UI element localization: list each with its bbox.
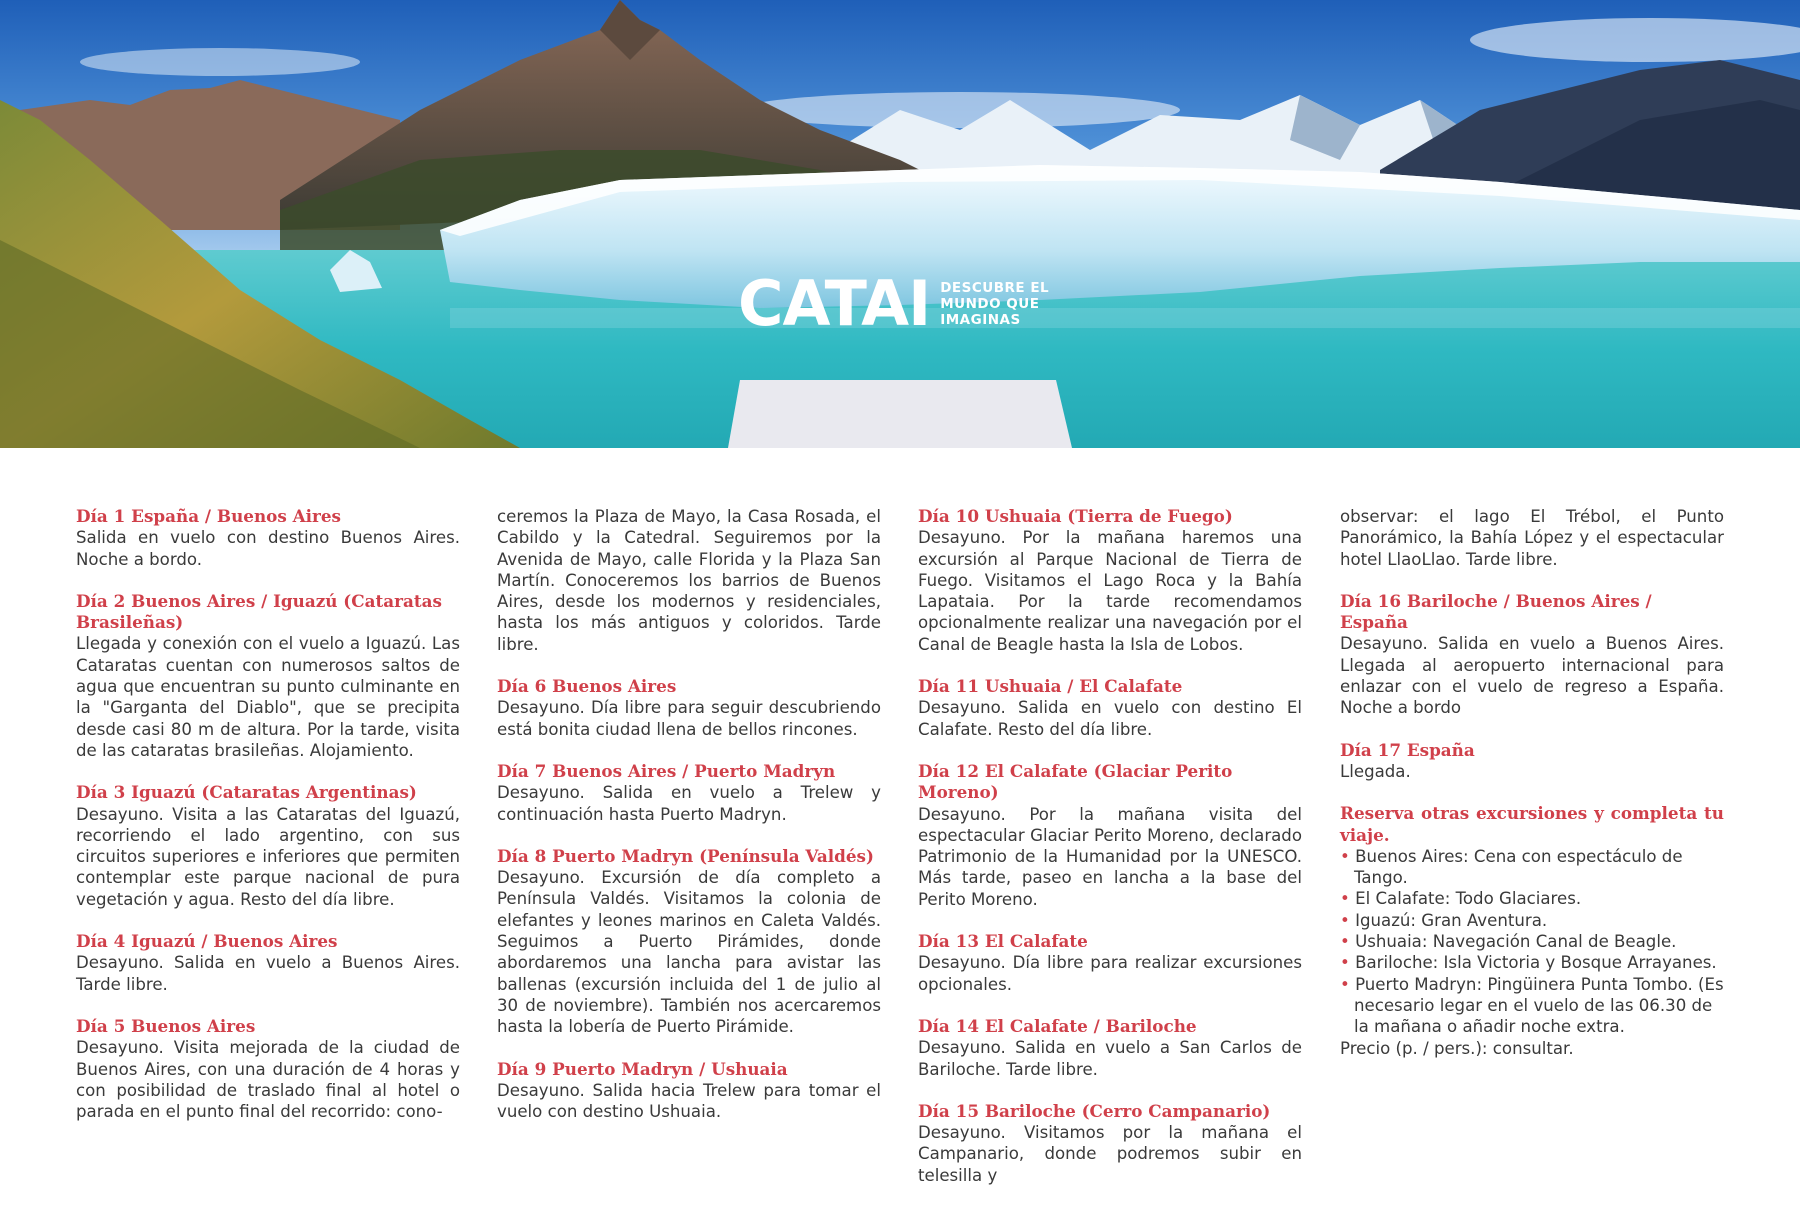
extras-item xyxy=(1340,952,1724,973)
day-description: Llegada y conexión con el vuelo a Iguazú. Las Cataratas cuentan con numerosos saltos de agua que encuentran su punto culminante en la "Garganta del Diablo", que se precipita desde casi 80 m de altura. Por la tarde, visita de las cataratas brasileñas. Alojamiento. xyxy=(76,634,460,760)
day-description: Desayuno. Por la mañana visita del espectacular Glaciar Perito Moreno, declarado Patrimonio de la Humanidad por la UNESCO. Más tarde, paseo en lancha a la base del Perito Moreno. xyxy=(918,804,1302,909)
bullet-icon: • xyxy=(1340,889,1350,909)
day-title: Día 11 Ushuaia / El Calafate xyxy=(918,676,1183,697)
day-description: Desayuno. Visita mejorada de la ciudad de Buenos Aires, con una duración de 4 horas y con posibilidad de traslado final al hotel o parada en el punto final del recorrido: cono- xyxy=(76,1038,460,1122)
extras-item xyxy=(1340,846,1724,889)
day-description: Desayuno. Día libre para seguir descubriendo está bonita ciudad llena de bellos rincones. xyxy=(497,698,881,739)
extras-item-text: El Calafate: Todo Glaciares. xyxy=(1355,889,1582,909)
day-title: Día 4 Iguazú / Buenos Aires xyxy=(76,931,338,952)
day-description: Desayuno. Por la mañana haremos una excursión al Parque Nacional de Tierra de Fuego. Visitamos el Lago Roca y la Bahía Lapataia. Por la tarde recomendamos opcionalmente realizar una navegación por el Canal de Beagle hasta la Isla de Lobos. xyxy=(918,528,1302,654)
extras-item xyxy=(1340,888,1724,909)
day-title: Día 16 Bariloche / Buenos Aires / España xyxy=(1340,590,1652,633)
day-description: Desayuno. Visitamos por la mañana el Campanario, donde podremos subir en telesilla y xyxy=(918,1123,1302,1185)
day-description: Desayuno. Salida en vuelo a Buenos Aires. Llegada al aeropuerto internacional para enlazar con el vuelo de regreso a España. Noche a bordo xyxy=(1340,634,1724,718)
day-title: Día 15 Bariloche (Cerro Campanario) xyxy=(918,1100,1271,1121)
itinerary-column-4 xyxy=(1340,506,1724,1059)
day-entry xyxy=(76,931,460,995)
bullet-icon: • xyxy=(1340,910,1350,930)
extras-section xyxy=(1340,803,1724,1059)
extras-item xyxy=(1340,910,1724,931)
logo-tagline-line: IMAGINAS xyxy=(940,312,1021,328)
logo-wordmark: CATAI xyxy=(738,267,931,340)
extras-list xyxy=(1340,846,1724,1038)
day-title: Día 8 Puerto Madryn (Península Valdés) xyxy=(497,845,874,866)
cloud xyxy=(80,48,360,76)
extras-item-text: Iguazú: Gran Aventura. xyxy=(1355,910,1548,930)
logo-tagline-line: MUNDO QUE xyxy=(940,296,1040,312)
day-description: Desayuno. Salida en vuelo a Buenos Aires. Tarde libre. xyxy=(76,953,460,994)
day-title: Día 3 Iguazú (Cataratas Argentinas) xyxy=(76,782,417,803)
day-entry xyxy=(1340,740,1724,783)
bullet-icon: • xyxy=(1340,932,1350,952)
day-continuation xyxy=(1340,506,1724,570)
day-description: Salida en vuelo con destino Buenos Aires. Noche a bordo. xyxy=(76,528,460,569)
day-description: Desayuno. Día libre para realizar excursiones opcionales. xyxy=(918,953,1302,994)
day-entry xyxy=(1340,591,1724,719)
day-entry xyxy=(918,931,1302,995)
day-title: Día 7 Buenos Aires / Puerto Madryn xyxy=(497,760,836,781)
glacier-landscape-illustration xyxy=(0,0,1800,448)
day-entry xyxy=(76,1016,460,1122)
day-entry xyxy=(497,1059,881,1123)
day-title: Día 12 El Calafate (Glaciar Perito Moreno) xyxy=(918,760,1233,803)
day-description: Desayuno. Excursión de día completo a Península Valdés. Visitamos la colonia de elefantes y leones marinos en Caleta Valdés. Seguimos a Puerto Pirámides, donde abordaremos una lancha para avistar las ballenas (excursión incluida del 1 de julio al 30 de noviembre). También nos acercaremos hasta la lobería de Puerto Pirámide. xyxy=(497,868,881,1037)
day-continuation xyxy=(497,506,881,655)
day-entry xyxy=(76,591,460,761)
day-entry xyxy=(918,1101,1302,1186)
day-entry xyxy=(918,506,1302,655)
day-entry xyxy=(918,676,1302,740)
day-title: Día 5 Buenos Aires xyxy=(76,1015,256,1036)
day-description: Desayuno. Salida hacia Trelew para tomar el vuelo con destino Ushuaia. xyxy=(497,1080,881,1122)
bullet-icon: • xyxy=(1340,974,1350,994)
day-description: Llegada. xyxy=(1340,761,1411,781)
extras-title: Reserva otras excursiones y completa tu viaje. xyxy=(1340,803,1724,845)
day-description: ceremos la Plaza de Mayo, la Casa Rosada, el Cabildo y la Catedral. Seguiremos por la Avenida de Mayo, calle Florida y la Plaza San Martín. Conoceremos los barrios de Buenos Aires, desde los modernos y residenciales, hasta los más antiguos y coloridos. Tarde libre. xyxy=(497,507,881,654)
day-entry xyxy=(497,676,881,740)
day-entry xyxy=(76,782,460,910)
glacier-reflection xyxy=(450,308,1800,328)
itinerary-column-2 xyxy=(497,506,881,1143)
extras-item-text: Bariloche: Isla Victoria y Bosque Arrayanes. xyxy=(1355,953,1717,973)
hero-photo xyxy=(0,0,1800,448)
day-title: Día 10 Ushuaia (Tierra de Fuego) xyxy=(918,506,1233,526)
day-title: Día 6 Buenos Aires xyxy=(497,676,677,697)
day-entry xyxy=(918,761,1302,910)
day-description: Desayuno. Salida en vuelo con destino El Calafate. Resto del día libre. xyxy=(918,698,1302,739)
bullet-icon: • xyxy=(1340,953,1350,973)
extras-item-text: Ushuaia: Navegación Canal de Beagle. xyxy=(1355,932,1677,952)
day-entry xyxy=(497,846,881,1038)
logo-tagline-line: DESCUBRE EL xyxy=(940,280,1050,296)
day-description: Desayuno. Visita a las Cataratas del Iguazú, recorriendo el lado argentino, con sus circuitos superiores e inferiores que permiten contemplar este parque nacional de pura vegetación y agua. Resto del día libre. xyxy=(76,804,460,909)
day-description: Desayuno. Salida en vuelo a San Carlos de Bariloche. Tarde libre. xyxy=(918,1038,1302,1079)
day-title: Día 17 España xyxy=(1340,739,1475,760)
bullet-icon: • xyxy=(1340,846,1350,866)
day-description: observar: el lago El Trébol, el Punto Panorámico, la Bahía López y el espectacular hotel LlaoLlao. Tarde libre. xyxy=(1340,507,1724,569)
extras-item xyxy=(1340,931,1724,952)
day-entry xyxy=(918,1016,1302,1080)
day-title: Día 1 España / Buenos Aires xyxy=(76,506,342,526)
day-title: Día 13 El Calafate xyxy=(918,931,1088,952)
day-title: Día 14 El Calafate / Bariloche xyxy=(918,1015,1197,1036)
day-entry xyxy=(76,506,460,570)
cloud xyxy=(740,92,1180,128)
extras-item xyxy=(1340,974,1724,1038)
day-title: Día 2 Buenos Aires / Iguazú (Cataratas Brasileñas) xyxy=(76,590,442,633)
extras-item-text: Buenos Aires: Cena con espectáculo de Tango. xyxy=(1354,846,1683,888)
header-tab xyxy=(728,380,1072,448)
extras-item-text: Puerto Madryn: Pingüinera Punta Tombo. (Es necesario legar en el vuelo de las 06.30 de la mañana o añadir noche extra. xyxy=(1354,974,1724,1037)
day-description: Desayuno. Salida en vuelo a Trelew y continuación hasta Puerto Madryn. xyxy=(497,783,881,824)
price-note: Precio (p. / pers.): consultar. xyxy=(1340,1038,1574,1058)
day-entry xyxy=(497,761,881,825)
itinerary-column-1 xyxy=(76,506,460,1143)
itinerary-column-3 xyxy=(918,506,1302,1207)
logo-tagline xyxy=(940,280,1049,328)
catai-logo xyxy=(738,267,1050,340)
day-title: Día 9 Puerto Madryn / Ushuaia xyxy=(497,1058,788,1079)
